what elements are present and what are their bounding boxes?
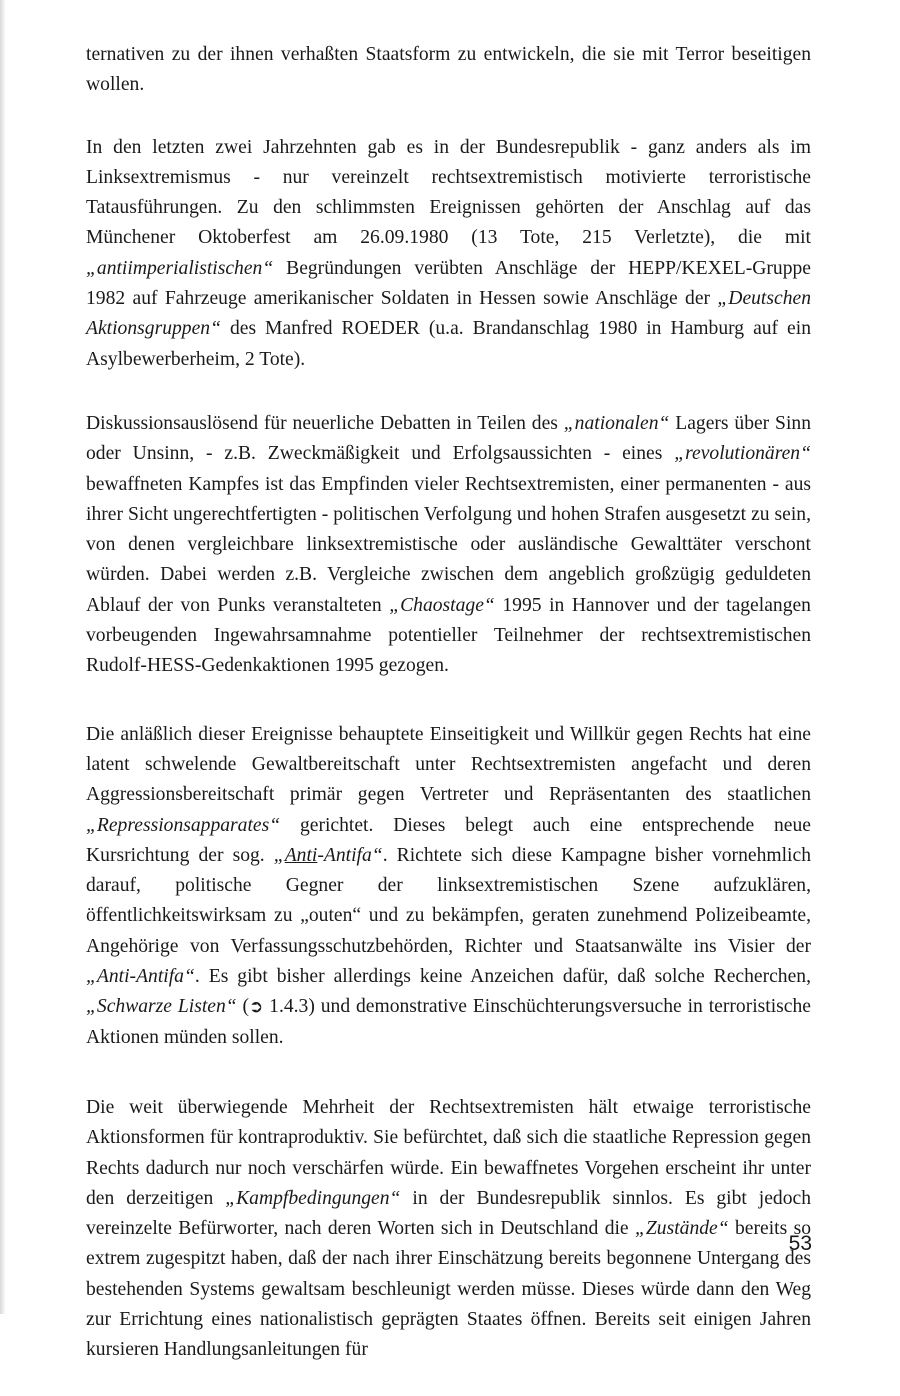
emphasized-text: „Anti-Antifa“ <box>86 966 195 988</box>
text-run: ( <box>236 996 250 1018</box>
text-run: Diskussionsauslösend für neuerliche Debatten in Teilen des <box>86 412 564 434</box>
text-run: 1.4.3) und demonstrative Einschüchterungsversuche in terroristische Aktionen münden sollen. <box>86 996 811 1048</box>
text-run: Lagers über Sinn oder Unsinn, - z.B. Zweckmäßigkeit und Erfolgsaussichten - eines <box>86 412 811 465</box>
scan-page-edge <box>0 0 6 1314</box>
paragraph-2 <box>86 133 811 375</box>
text-run: in der Bundesrepublik sinnlos. Es gibt jedoch vereinzelte Befürworter, nach deren Worten sich in Deutschland die <box>86 1187 812 1240</box>
emphasized-text: -Antifa“ <box>317 844 383 866</box>
text-run: Die anläßlich dieser Ereignisse behauptete Einseitigkeit und Willkür gegen Rechts hat eine latent schwelende Gewaltbereitschaft unter Rechtsextremisten angefacht und deren Aggressionsbereitschaft primär gegen Vertreter und Repräsentanten des staatlichen <box>86 723 811 806</box>
document-body <box>86 40 811 1396</box>
emphasized-text: „Kampfbedingungen“ <box>225 1187 401 1209</box>
emphasized-text: „nationalen“ <box>563 412 670 434</box>
text-run: . Richtete sich diese Kampagne bisher vornehmlich darauf, politische Gegner der linksextremistischen Szene aufzuklären, öffentlichkeitswirksam zu „outen“ und zu bekämpfen, geraten zunehmend Polizeibeamte, Angehörige von Verfassungsschutzbehörden, Richter und Staatsanwälte ins Visier der <box>86 844 811 957</box>
text-run: bereits so extrem zugespitzt haben, daß der nach ihrer Einschätzung bereits begonnene Untergang des bestehenden Systems gewaltsam beschleunigt werden müsse. Dieses würde dann den Weg zur Errichtung eines nationalistisch geprägten Staates öffnen. Bereits seit einigen Jahren kursieren Handlungsanleitungen für <box>86 1218 811 1361</box>
emphasized-text: „Deutschen Aktionsgruppen“ <box>86 288 811 340</box>
emphasized-text: ➲ <box>249 997 264 1018</box>
text-run: gerichtet. Dieses belegt auch eine entsprechende neue Kursrichtung der sog. <box>86 814 811 866</box>
emphasized-text: „Repressionsapparates“ <box>86 814 281 836</box>
page-number: 53 <box>788 1232 812 1255</box>
emphasized-text: „Zustände“ <box>634 1218 729 1240</box>
text-run: 1995 in Hannover und der tagelangen vorbeugenden Ingewahrsamnahme potentieller Teilnehmer der rechtsextremistischen Rudolf-HESS-Gedenkaktionen 1995 gezogen. <box>86 594 811 677</box>
text-run: In den letzten zwei Jahrzehnten gab es in der Bundesrepublik - ganz anders als im Linksextremismus - nur vereinzelt rechtsextremistisch motivierte terroristische Tatausführungen. Zu den schlimmsten Ereignissen gehörten der Anschlag auf das Münchener Oktoberfest am 26.09.1980 (13 Tote, 215 Verletzte), die mit <box>86 136 811 249</box>
emphasized-text: „antiimperialistischen“ <box>86 257 274 279</box>
text-run: Die weit überwiegende Mehrheit der Rechtsextremisten hält etwaige terroristische Aktionsformen für kontraproduktiv. Sie befürchtet, daß sich die staatliche Repression gegen Rechts dadurch nur noch verschärfen würde. Ein bewaffnetes Vorgehen erscheint ihr unter den derzeitigen <box>86 1096 811 1209</box>
text-run: ternativen zu der ihnen verhaßten Staatsform zu entwickeln, die sie mit Terror beseitigen wollen. <box>86 44 811 96</box>
emphasized-text: „ <box>273 844 285 866</box>
paragraph-1 <box>86 40 811 101</box>
text-run: bewaffneten Kampfes ist das Empfinden vieler Rechtsextremisten, einer permanenten - aus ihrer Sicht ungerechtfertigten - politischen Verfolgung und hohen Strafen ausgesetzt zu sein, von denen vergleichbare linksextremistische oder ausländische Gewalttäter verschont würden. Dabei werden z.B. Vergleiche zwischen dem angeblich großzügig geduldeten Ablauf der von Punks veranstalteten <box>86 473 811 616</box>
text-run: . Es gibt bisher allerdings keine Anzeichen dafür, daß solche Recherchen, <box>194 966 811 988</box>
emphasized-text: Anti <box>284 844 318 866</box>
emphasized-text: „Chaostage“ <box>389 594 495 616</box>
paragraph-3 <box>86 409 811 682</box>
emphasized-text: „revolutionären“ <box>674 443 811 465</box>
paragraph-5 <box>86 1093 811 1366</box>
text-run: Begründungen verübten Anschläge der HEPP/KEXEL-Gruppe 1982 auf Fahrzeuge amerikanischer Soldaten in Hessen sowie Anschläge der <box>86 257 811 310</box>
text-run: des Manfred ROEDER (u.a. Brandanschlag 1980 in Hamburg auf ein Asylbewerberheim, 2 Tote). <box>86 318 811 370</box>
paragraph-4 <box>86 720 811 1053</box>
emphasized-text: „Schwarze Listen“ <box>86 996 237 1018</box>
